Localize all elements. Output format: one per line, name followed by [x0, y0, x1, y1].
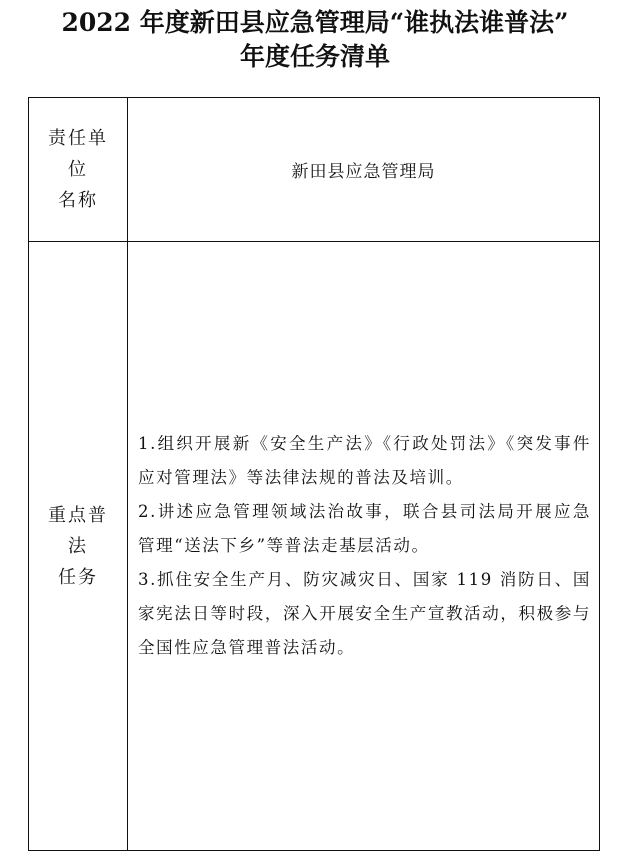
- key-tasks-label: [29, 242, 128, 851]
- document-title-line-1: 2022 年度新田县应急管理局“谁执法谁普法”: [61, 8, 569, 37]
- document-title-line-2: 年度任务清单: [239, 42, 390, 71]
- table-row-key-tasks: [29, 242, 600, 851]
- responsible-unit-label-line-1: 责任单位: [48, 128, 108, 180]
- table-row-responsible-unit: [29, 98, 600, 242]
- responsible-unit-value: 新田县应急管理局: [128, 98, 600, 242]
- responsible-unit-label-line-2: 名称: [58, 190, 98, 211]
- key-tasks-label-line-2: 任务: [58, 566, 98, 588]
- task-item-3: 3.抓住安全生产月、防灾减灾日、国家 119 消防日、国家宪法日等时段，深入开展安全生产宣教活动，积极参与全国性应急管理普法活动。: [138, 570, 591, 657]
- key-tasks-label-line-1: 重点普法: [48, 504, 108, 557]
- task-list-table: [28, 97, 600, 851]
- responsible-unit-label: [29, 98, 128, 242]
- document-title: [0, 6, 630, 74]
- task-item-2: 2.讲述应急管理领域法治故事，联合县司法局开展应急管理“送法下乡”等普法走基层活动。: [138, 502, 591, 555]
- key-tasks-list: [128, 242, 600, 851]
- task-item-1: 1.组织开展新《安全生产法》《行政处罚法》《突发事件应对管理法》等法律法规的普法及培训。: [138, 434, 591, 487]
